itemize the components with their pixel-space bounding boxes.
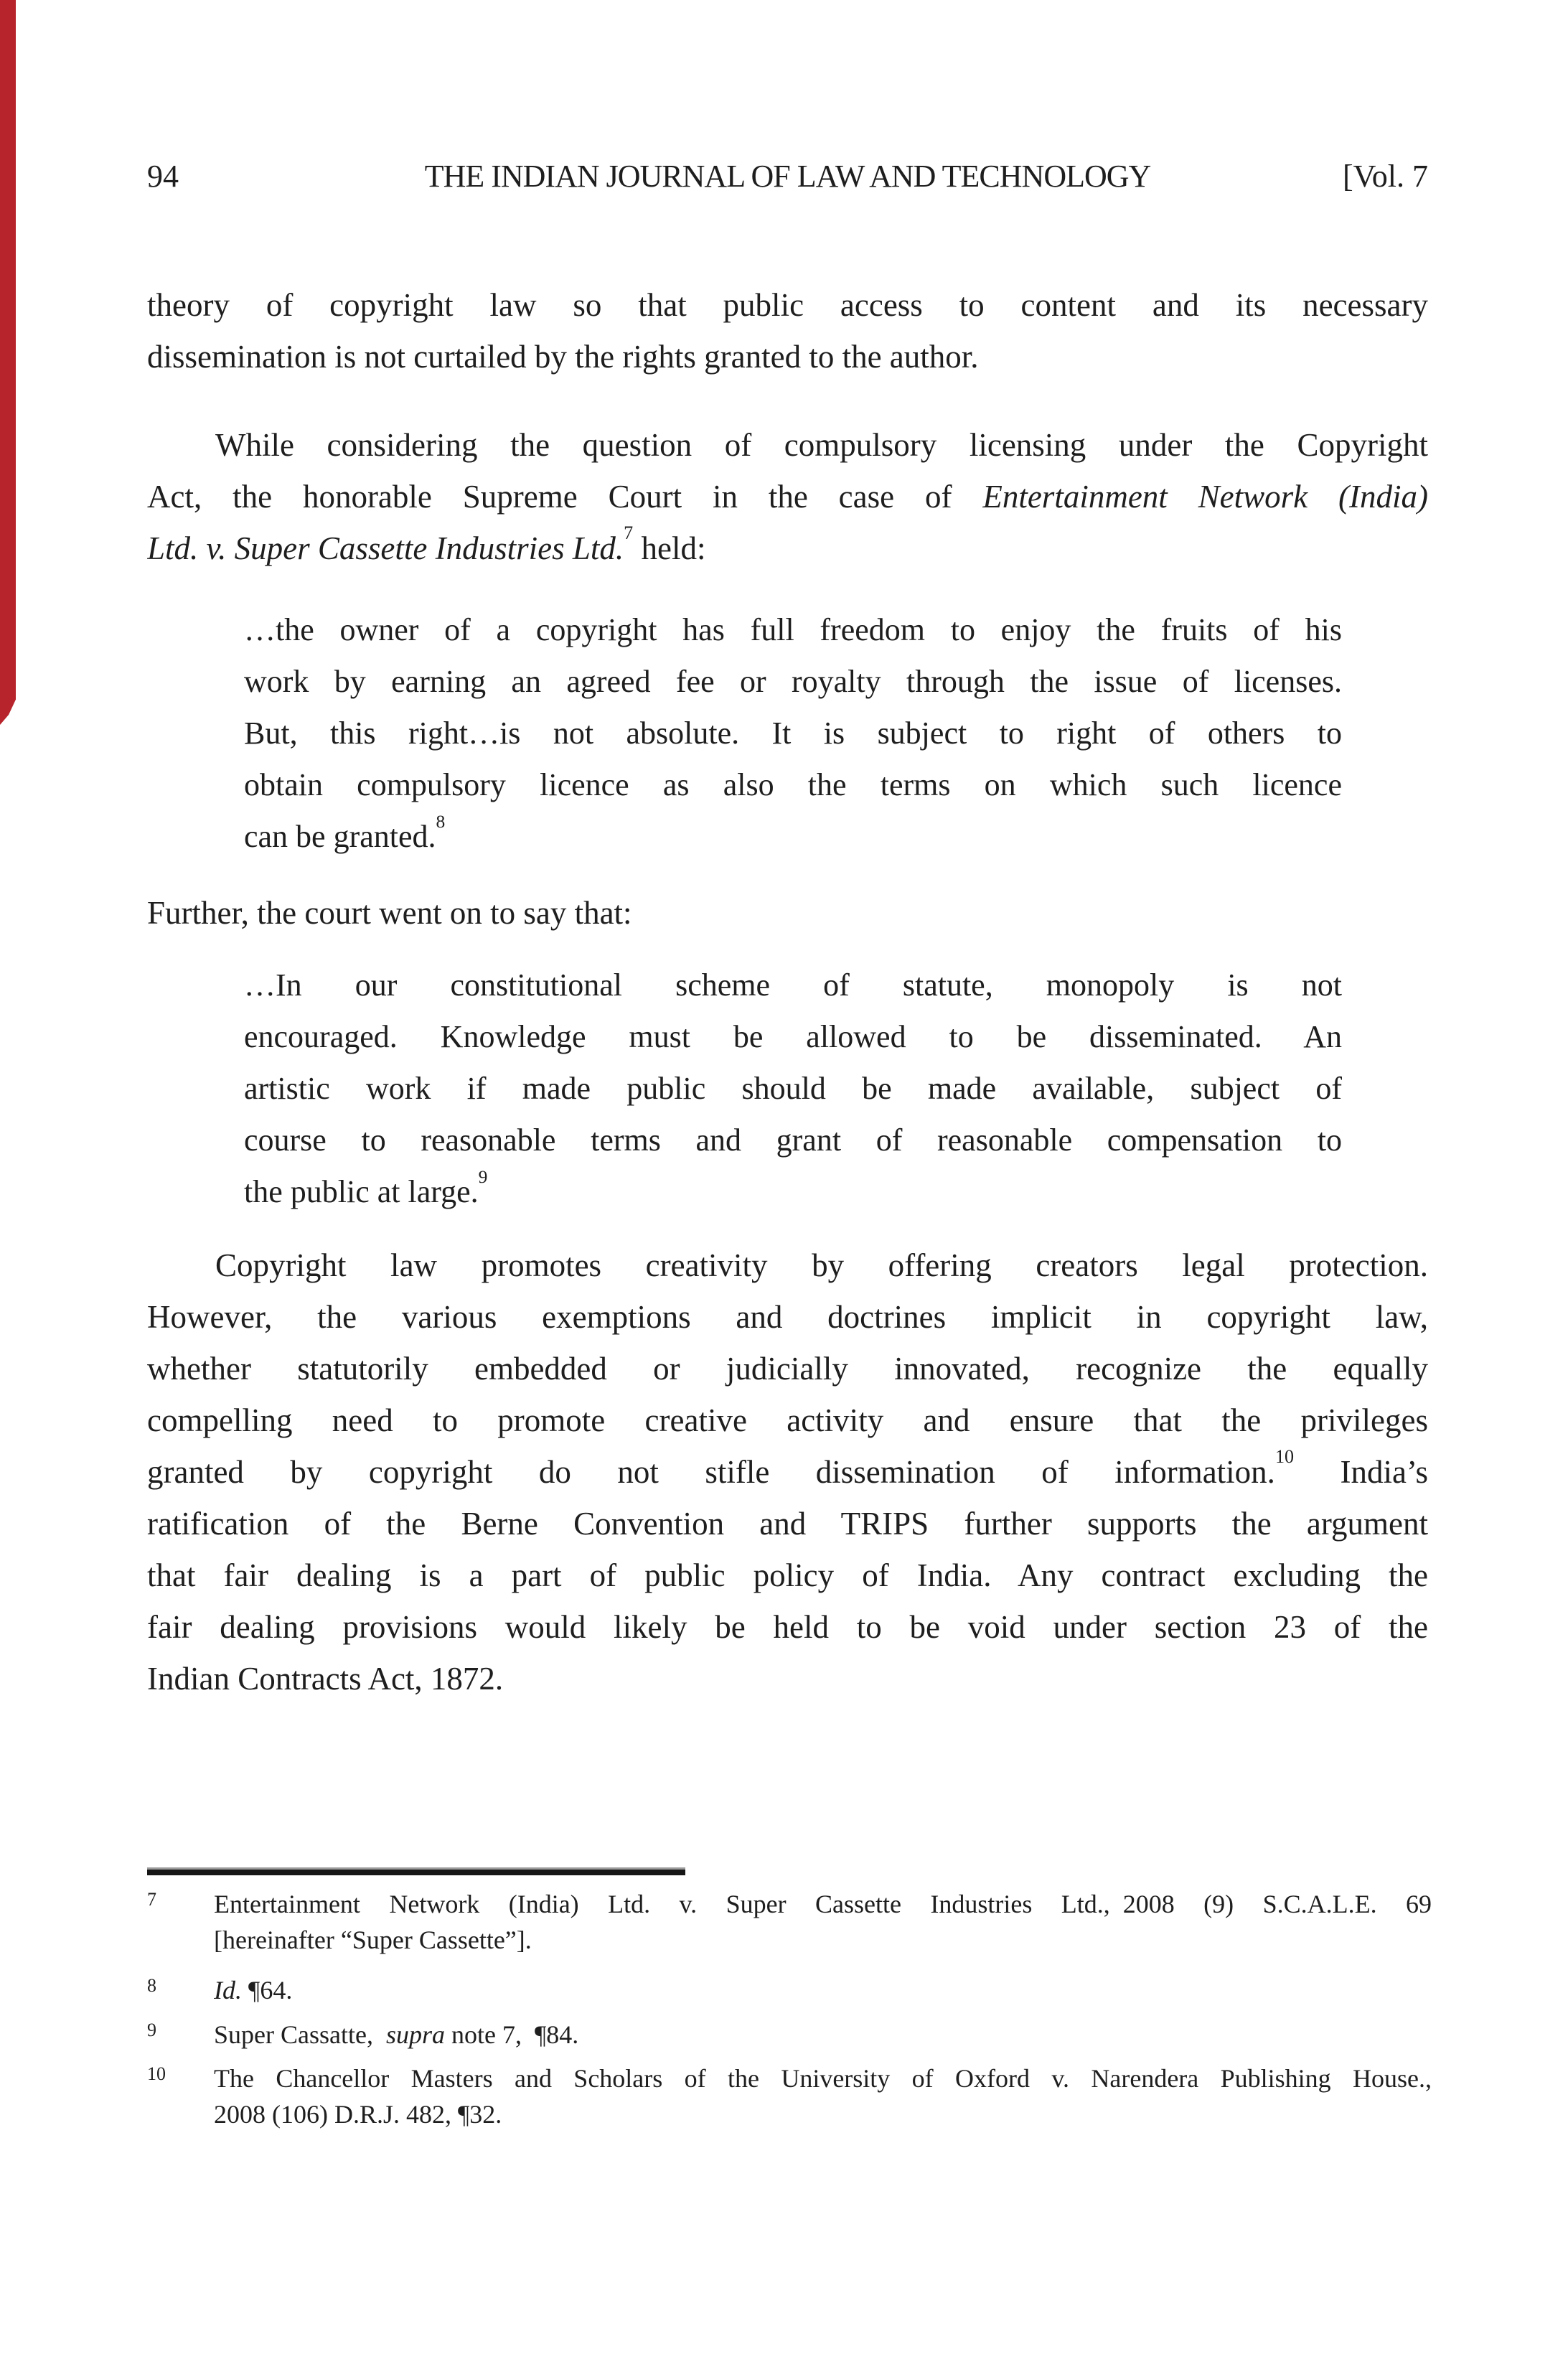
footnote-text (214, 2017, 1432, 2053)
footnote-marker: 7 (147, 1889, 156, 1910)
text-line: compelling need to promote creative activity and ensure that the privileges (147, 1402, 1428, 1438)
text-line: whether statutorily embedded or judicially innovated, recognize the equally (147, 1351, 1428, 1387)
footnote-text (214, 1972, 1432, 2008)
text-line: Ltd. v. Super Cassette Industries Ltd.$^7$ held: (147, 522, 706, 566)
block-quote (244, 604, 1342, 863)
block-quote (244, 960, 1342, 1218)
text-line: granted by copyright do not stifle dissemination of information.$^{10}$ India’s (147, 1446, 1428, 1490)
paragraph (147, 887, 1428, 939)
text-line: Super Cassatte, supra note 7, ¶84. (214, 2020, 579, 2049)
text-line: fair dealing provisions would likely be held to be void under section 23 of the (147, 1609, 1428, 1645)
footnote-text (214, 1886, 1432, 1958)
footnote (147, 1886, 1432, 1958)
text-line: [hereinafter “Super Cassette”]. (214, 1926, 532, 1954)
text-line: Copyright law promotes creativity by offering creators legal protection. (215, 1247, 1428, 1283)
footnote (147, 1972, 1432, 2008)
journal-title: THE INDIAN JOURNAL OF LAW AND TECHNOLOGY (424, 159, 1151, 194)
text-line: While considering the question of compulsory licensing under the Copyright (215, 427, 1428, 463)
text-line: …the owner of a copyright has full freedom to enjoy the fruits of his (244, 612, 1342, 647)
text-line: ratification of the Berne Convention and TRIPS further supports the argument (147, 1506, 1428, 1542)
text-line: Id. ¶64. (214, 1976, 293, 2004)
text-line: artistic work if made public should be made available, subject of (244, 1071, 1342, 1106)
footnote (147, 2017, 1432, 2053)
page-number: 94 (147, 159, 179, 194)
text-line: Further, the court went on to say that: (147, 895, 632, 931)
text-line: But, this right…is not absolute. It is subject to right of others to (244, 716, 1342, 751)
text-line: Entertainment Network (India) Ltd. v. Super Cassette Industries Ltd., 2008 (9) S.C.A.L.E. 69 (214, 1890, 1432, 1918)
text-line: Act, the honorable Supreme Court in the case of Entertainment Network (India) (147, 479, 1428, 515)
footnote-marker: 8 (147, 1975, 156, 1996)
text-line: the public at large.$^9$ (244, 1166, 488, 1209)
text-line: …In our constitutional scheme of statute, monopoly is not (244, 967, 1342, 1003)
text-line: can be granted.$^8$ (244, 811, 446, 854)
footnote-rule (147, 1867, 685, 1875)
book-spine-edge (0, 0, 16, 725)
running-head (147, 156, 1428, 200)
text-line: course to reasonable terms and grant of reasonable compensation to (244, 1122, 1342, 1158)
text-line: encouraged. Knowledge must be allowed to be disseminated. An (244, 1019, 1342, 1054)
text-line: obtain compulsory licence as also the terms on which such licence (244, 767, 1342, 802)
text-line: dissemination is not curtailed by the rights granted to the author. (147, 339, 979, 375)
text-line: The Chancellor Masters and Scholars of the University of Oxford v. Narendera Publishing House., (214, 2064, 1432, 2093)
text-line: 2008 (106) D.R.J. 482, ¶32. (214, 2100, 502, 2129)
paragraph (147, 419, 1428, 574)
footnote (147, 2060, 1432, 2132)
footnote-marker: 10 (147, 2063, 166, 2084)
text-line: Indian Contracts Act, 1872. (147, 1661, 504, 1697)
paragraph (147, 1239, 1428, 1704)
footnote-text (214, 2060, 1432, 2132)
text-line: that fair dealing is a part of public policy of India. Any contract excluding the (147, 1557, 1428, 1593)
footnote-marker: 9 (147, 2020, 156, 2040)
text-line: theory of copyright law so that public access to content and its necessary (147, 287, 1428, 323)
volume-label: [Vol. 7 (1343, 159, 1428, 194)
text-line: work by earning an agreed fee or royalty through the issue of licenses. (244, 664, 1342, 699)
text-line: However, the various exemptions and doctrines implicit in copyright law, (147, 1299, 1428, 1335)
paragraph (147, 279, 1428, 383)
